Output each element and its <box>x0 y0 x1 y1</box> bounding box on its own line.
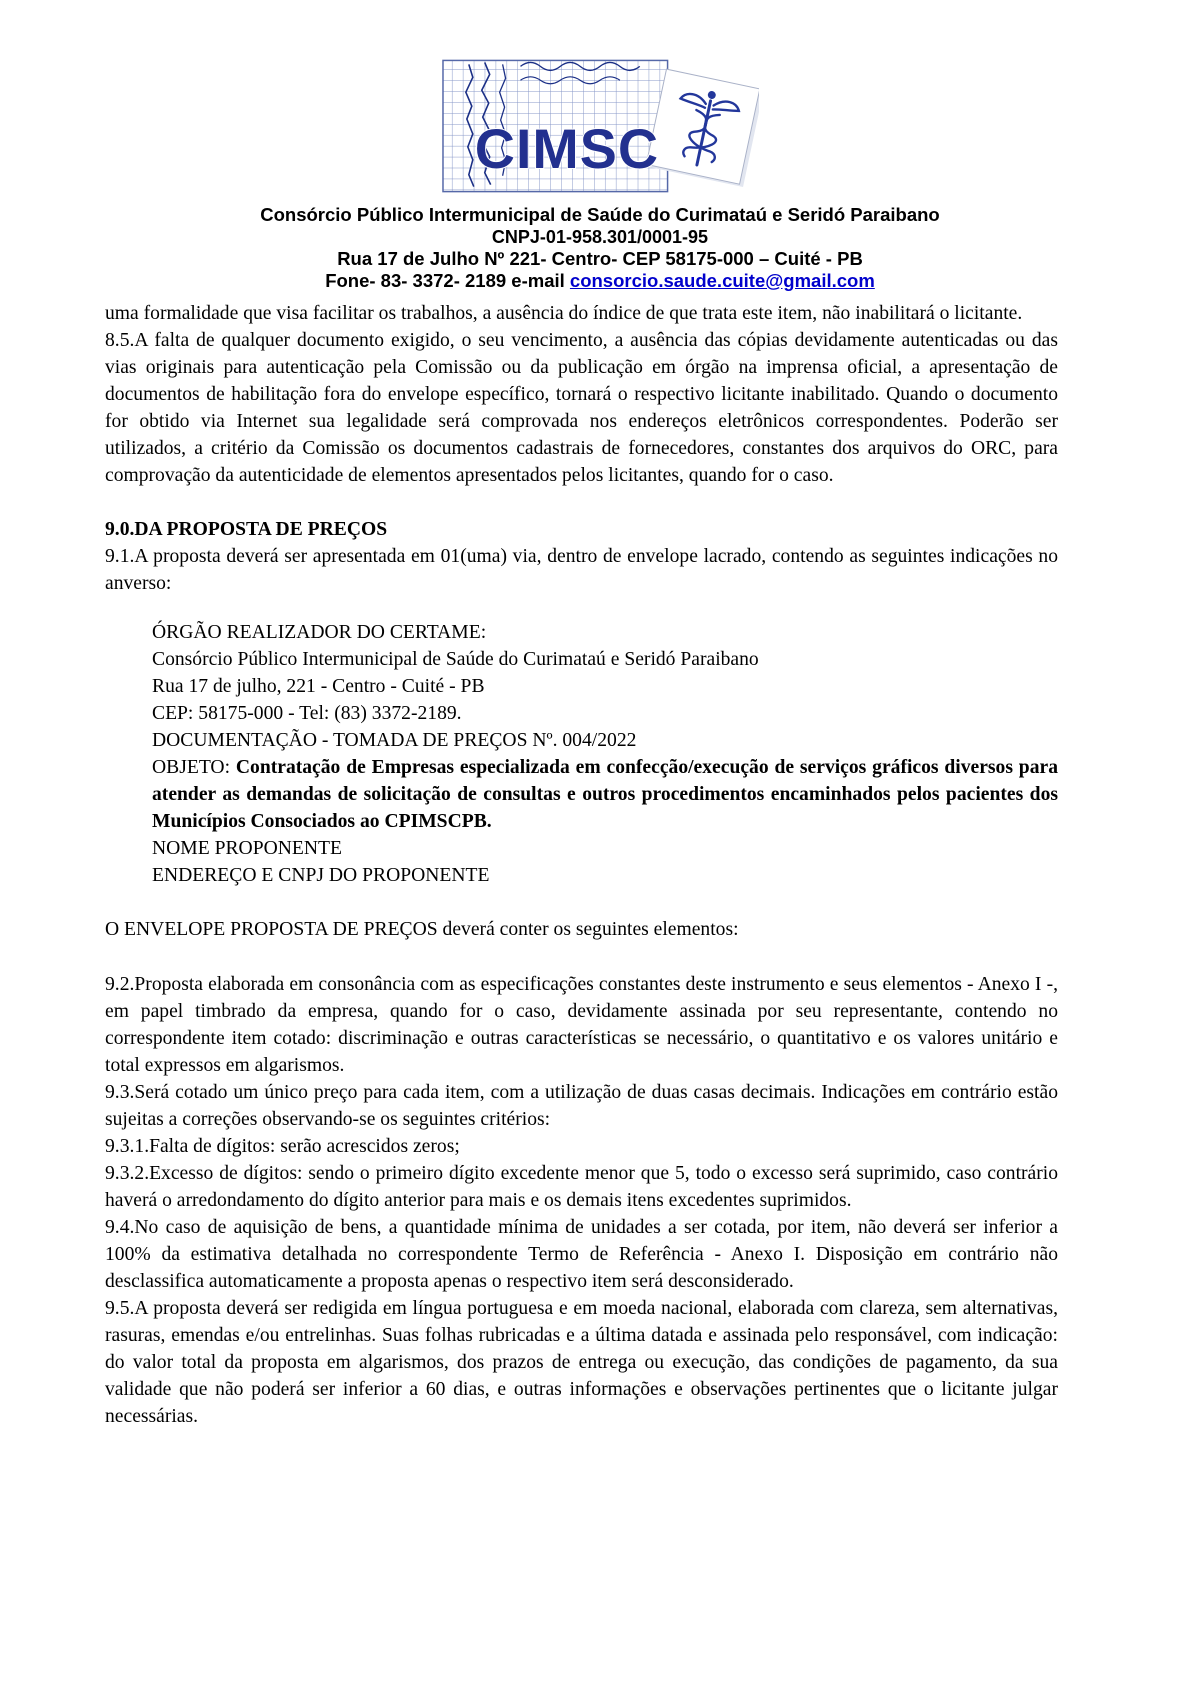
clause-9-1: 9.1.A proposta deverá ser apresentada em 01(uma) via, dentro de envelope lacrado, contendo as seguintes indicações no anverso: <box>105 546 1058 594</box>
objeto-text: Contratação de Empresas especializada em confecção/execução de serviços gráficos diversos para atender as demandas de solicitação de consultas e outros procedimentos encaminhados pelos pacientes dos Municípios Consociados ao CPIMSCPB. <box>152 757 1058 832</box>
envelope-nome-line: NOME PROPONENTE <box>152 838 342 859</box>
envelope-label-block <box>152 619 1058 889</box>
document-body <box>0 292 1200 1430</box>
org-name: Consórcio Público Intermunicipal de Saúde do Curimataú e Seridó Paraibano <box>260 204 940 225</box>
clause-9-2: 9.2.Proposta elaborada em consonância com as especificações constantes deste instrumento e seus elementos - Anexo I -, em papel timbrado da empresa, quando for o caso, devidamente assinada por seu representante, contendo no correspondente item cotado: discriminação e outras características se necessário, o quantitativo e os valores unitário e total expressos em algarismos. <box>105 974 1058 1076</box>
cnpj-line: CNPJ-01-958.301/0001-95 <box>491 227 709 247</box>
clause-9-3-1: 9.3.1.Falta de dígitos: serão acrescidos zeros; <box>105 1136 460 1157</box>
letterhead <box>0 0 1200 292</box>
objeto-label: OBJETO: <box>152 757 236 778</box>
clause-9-3: 9.3.Será cotado um único preço para cada item, com a utilização de duas casas decimais. Indicações em contrário estão sujeitas a correções observando-se os seguintes critérios: <box>105 1082 1058 1130</box>
envelope-intro: O ENVELOPE PROPOSTA DE PREÇOS deverá conter os seguintes elementos: <box>105 919 739 940</box>
contact-line <box>0 270 1200 292</box>
envelope-doc-line: DOCUMENTAÇÃO - TOMADA DE PREÇOS Nº. 004/2022 <box>152 730 637 751</box>
logo-text: CIMSC <box>474 117 660 180</box>
envelope-address-line: Rua 17 de julho, 221 - Centro - Cuité - PB <box>152 676 485 697</box>
email-link[interactable]: consorcio.saude.cuite@gmail.com <box>569 270 875 291</box>
clause-9-3-2: 9.3.2.Excesso de dígitos: sendo o primeiro dígito excedente menor que 5, todo o excesso será suprimido, caso contrário haverá o arredondamento do dígito anterior para mais e os demais itens excedentes suprimidos. <box>105 1163 1058 1211</box>
envelope-organ-line: ÓRGÃO REALIZADOR DO CERTAME: <box>152 622 487 643</box>
section-heading-9-0: 9.0.DA PROPOSTA DE PREÇOS <box>105 519 388 540</box>
clause-9-4: 9.4.No caso de aquisição de bens, a quantidade mínima de unidades a ser cotada, por item, não deverá ser inferior a 100% da estimativa detalhada no correspondente Termo de Referência - Anexo I. Disposição em contrário não desclassifica automaticamente a proposta apenas o respectivo item será desconsiderado. <box>105 1217 1058 1292</box>
cimsc-logo-graphic <box>441 58 759 198</box>
phone-text: Fone- 83- 3372- 2189 e-mail <box>325 270 570 291</box>
paragraph-continuation: uma formalidade que visa facilitar os trabalhos, a ausência do índice de que trata este item, não inabilitará o licitante. <box>105 303 1023 324</box>
clause-9-5: 9.5.A proposta deverá ser redigida em língua portuguesa e em moeda nacional, elaborada com clareza, sem alternativas, rasuras, emendas e/ou entrelinhas. Suas folhas rubricadas e a última datada e assinada pelo responsável, com indicação: do valor total da proposta em algarismos, dos prazos de entrega ou execução, das condições de pagamento, da sua validade que não poderá ser inferior a 60 dias, e outras informações e observações pertinentes que o licitante julgar necessárias. <box>105 1298 1058 1427</box>
envelope-objeto-line <box>152 754 1058 835</box>
address-line: Rua 17 de Julho Nº 221- Centro- CEP 58175-000 – Cuité - PB <box>337 248 863 269</box>
envelope-ceptel-line: CEP: 58175-000 - Tel: (83) 3372-2189. <box>152 703 462 724</box>
caduceus-icon <box>646 69 759 187</box>
cimsc-logo <box>0 58 1200 198</box>
envelope-endereco-line: ENDEREÇO E CNPJ DO PROPONENTE <box>152 865 490 886</box>
envelope-orgname-line: Consórcio Público Intermunicipal de Saúde do Curimataú e Seridó Paraibano <box>152 649 759 670</box>
clause-8-5: 8.5.A falta de qualquer documento exigido, o seu vencimento, a ausência das cópias devidamente autenticadas ou das vias originais para autenticação pela Comissão ou da publicação em órgão na imprensa oficial, a apresentação de documentos de habilitação fora do envelope específico, tornará o respectivo licitante inabilitado. Quando o documento for obtido via Internet sua legalidade será comprovada nos endereços eletrônicos correspondentes. Poderão ser utilizados, a critério da Comissão os documentos cadastrais de fornecedores, constantes dos arquivos do ORC, para comprovação da autenticidade de elementos apresentados pelos licitantes, quando for o caso. <box>105 330 1058 486</box>
